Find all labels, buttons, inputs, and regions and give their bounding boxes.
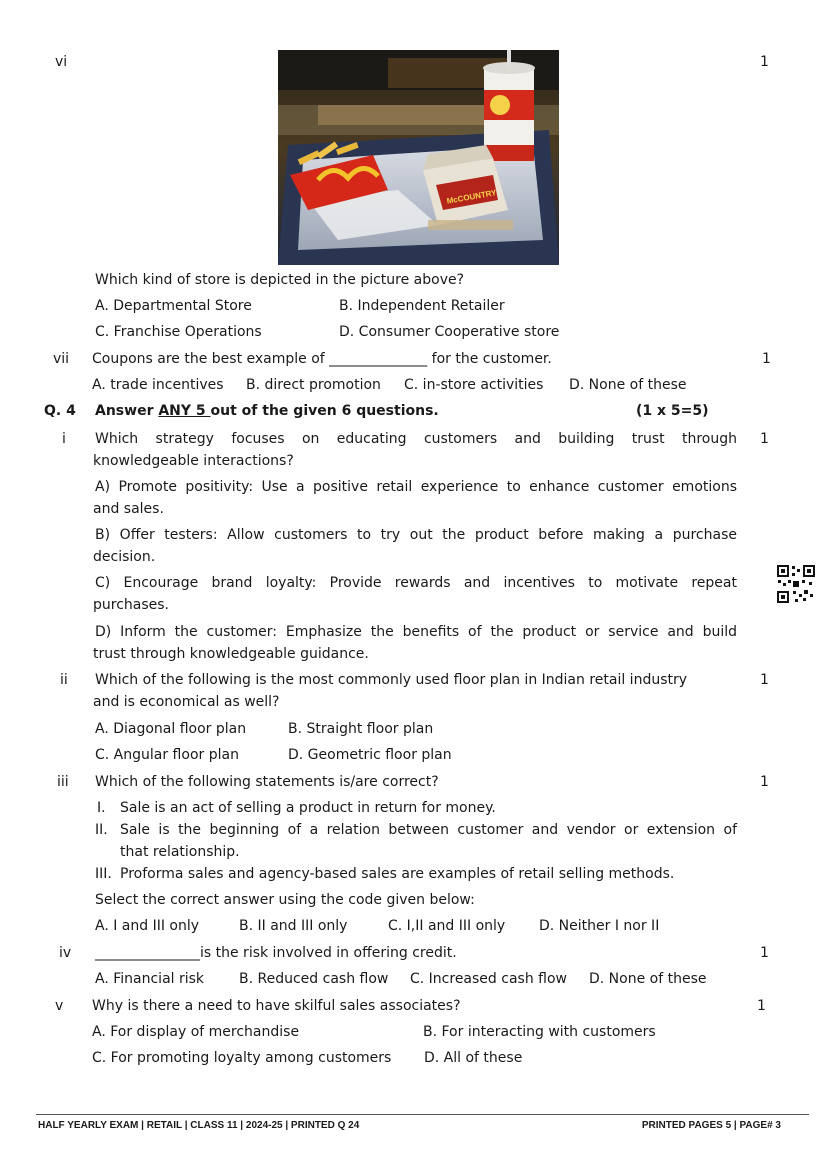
question-number-v: v bbox=[55, 998, 64, 1014]
option-vi-d: D. Consumer Cooperative store bbox=[339, 324, 560, 340]
question-number-i: i bbox=[62, 431, 66, 447]
question-number-iii: iii bbox=[57, 774, 69, 790]
option-vii-a: A. trade incentives bbox=[92, 377, 224, 393]
q4-instruction-post: out of the given 6 questions. bbox=[210, 403, 439, 419]
question-i-line1: Which strategy focuses on educating customers and building trust through bbox=[95, 431, 737, 447]
option-iv-d: D. None of these bbox=[589, 971, 707, 987]
statement-roman-1: I. bbox=[97, 800, 106, 816]
option-v-b: B. For interacting with customers bbox=[423, 1024, 656, 1040]
option-vi-b: B. Independent Retailer bbox=[339, 298, 505, 314]
burger-box-label: McCOUNTRY bbox=[445, 188, 498, 206]
marks-v: 1 bbox=[757, 998, 766, 1014]
code-instruction: Select the correct answer using the code given below: bbox=[95, 892, 475, 908]
question-vii-text: Coupons are the best example of ______________ for the customer. bbox=[92, 351, 552, 367]
option-iii-b: B. II and III only bbox=[239, 918, 348, 934]
soda-cup-icon bbox=[483, 50, 535, 161]
option-vii-d: D. None of these bbox=[569, 377, 687, 393]
option-i-a-line1: A) Promote positivity: Use a positive retail experience to enhance customer emotions bbox=[95, 479, 737, 495]
question-number-vi: vi bbox=[55, 54, 68, 70]
marks-ii: 1 bbox=[760, 672, 769, 688]
option-v-d: D. All of these bbox=[424, 1050, 523, 1066]
question-iii-text: Which of the following statements is/are correct? bbox=[95, 774, 439, 790]
footer-page-info: PRINTED PAGES 5 | PAGE# 3 bbox=[641, 1120, 781, 1131]
option-i-a-line2: and sales. bbox=[93, 501, 164, 517]
question-number-iv: iv bbox=[59, 945, 72, 961]
question-ii-line2: and is economical as well? bbox=[93, 694, 280, 710]
fast-food-tray-photo bbox=[278, 50, 559, 265]
q4-instruction bbox=[95, 403, 439, 419]
option-v-a: A. For display of merchandise bbox=[92, 1024, 300, 1040]
statement-2-line1: Sale is the beginning of a relation between customer and vendor or extension of bbox=[120, 822, 737, 838]
q4-instruction-emphasis: ANY 5 bbox=[158, 403, 211, 419]
option-ii-a: A. Diagonal floor plan bbox=[95, 721, 247, 737]
option-ii-b: B. Straight floor plan bbox=[288, 721, 434, 737]
statement-roman-3: III. bbox=[95, 866, 112, 882]
option-vii-c: C. in-store activities bbox=[404, 377, 544, 393]
statement-1-text: Sale is an act of selling a product in return for money. bbox=[120, 800, 496, 816]
option-iv-c: C. Increased cash flow bbox=[410, 971, 567, 987]
option-i-b-line2: decision. bbox=[93, 549, 156, 565]
question-number-ii: ii bbox=[60, 672, 68, 688]
option-iv-b: B. Reduced cash flow bbox=[239, 971, 389, 987]
statement-3-text: Proforma sales and agency-based sales are examples of retail selling methods. bbox=[120, 866, 675, 882]
option-i-d-line2: trust through knowledgeable guidance. bbox=[93, 646, 369, 662]
fast-food-tray-image bbox=[278, 50, 559, 265]
footer-divider bbox=[36, 1114, 809, 1115]
footer-exam-info: HALF YEARLY EXAM | RETAIL | CLASS 11 | 2024-25 | PRINTED Q 24 bbox=[38, 1120, 360, 1131]
option-iv-a: A. Financial risk bbox=[95, 971, 205, 987]
option-ii-d: D. Geometric floor plan bbox=[288, 747, 452, 763]
marks-vii: 1 bbox=[762, 351, 771, 367]
marks-i: 1 bbox=[760, 431, 769, 447]
q4-instruction-pre: Answer bbox=[95, 403, 159, 419]
question-i-line2: knowledgeable interactions? bbox=[93, 453, 294, 469]
marks-iii: 1 bbox=[760, 774, 769, 790]
option-iii-a: A. I and III only bbox=[95, 918, 200, 934]
option-vii-b: B. direct promotion bbox=[246, 377, 381, 393]
qr-code-icon bbox=[776, 564, 816, 604]
option-i-c-line1: C) Encourage brand loyalty: Provide rewards and incentives to motivate repeat bbox=[95, 575, 737, 591]
statement-roman-2: II. bbox=[95, 822, 108, 838]
option-i-d-line1: D) Inform the customer: Emphasize the benefits of the product or service and build bbox=[95, 624, 737, 640]
q4-label: Q. 4 bbox=[44, 403, 76, 419]
marks-vi: 1 bbox=[760, 54, 769, 70]
option-i-c-line2: purchases. bbox=[93, 597, 170, 613]
marks-iv: 1 bbox=[760, 945, 769, 961]
question-vi-text: Which kind of store is depicted in the picture above? bbox=[95, 272, 465, 288]
question-iv-text: _______________is the risk involved in offering credit. bbox=[95, 945, 457, 961]
option-iii-c: C. I,II and III only bbox=[388, 918, 506, 934]
option-ii-c: C. Angular floor plan bbox=[95, 747, 239, 763]
option-v-c: C. For promoting loyalty among customers bbox=[92, 1050, 392, 1066]
option-i-b-line1: B) Offer testers: Allow customers to try out the product before making a purchase bbox=[95, 527, 737, 543]
option-iii-d: D. Neither I nor II bbox=[539, 918, 660, 934]
q4-marks-scheme: (1 x 5=5) bbox=[636, 403, 709, 419]
question-v-text: Why is there a need to have skilful sales associates? bbox=[92, 998, 461, 1014]
statement-2-line2: that relationship. bbox=[120, 844, 240, 860]
question-ii-line1: Which of the following is the most commonly used floor plan in Indian retail industry bbox=[95, 672, 688, 688]
question-number-vii: vii bbox=[53, 351, 70, 367]
option-vi-c: C. Franchise Operations bbox=[95, 324, 262, 340]
option-vi-a: A. Departmental Store bbox=[95, 298, 252, 314]
